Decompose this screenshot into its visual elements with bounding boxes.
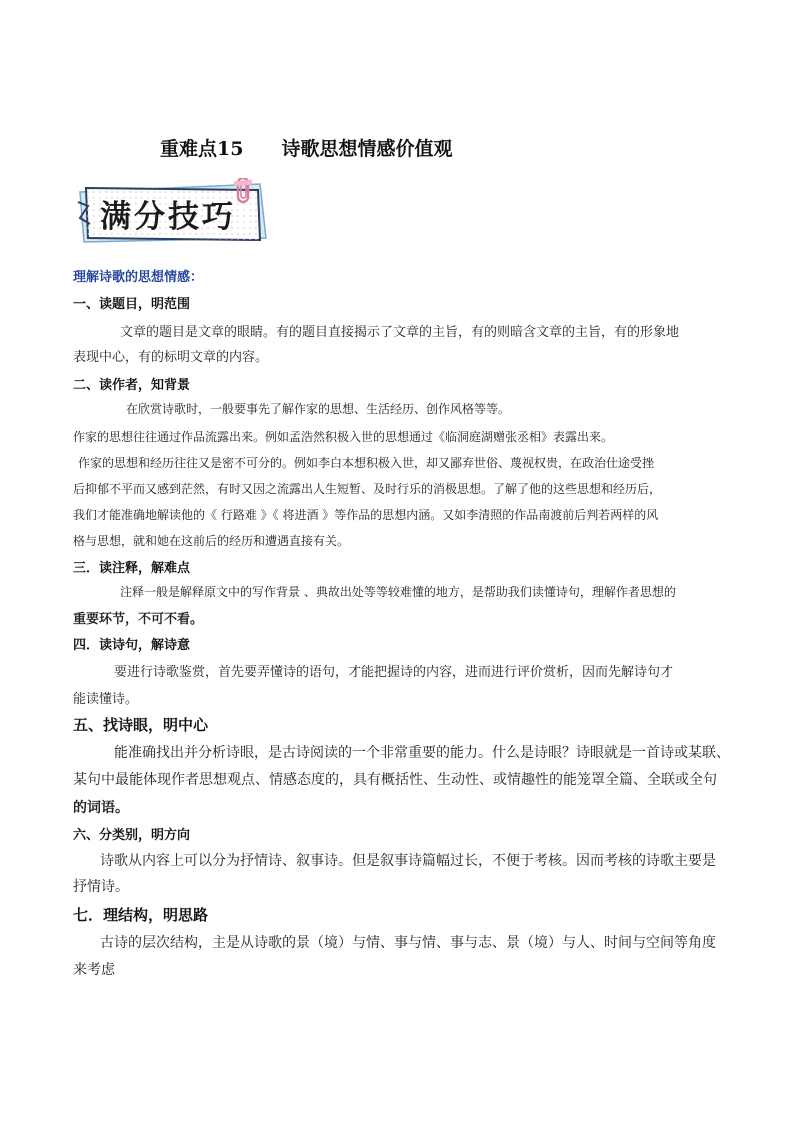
section-heading: 二、读作者，知背景	[73, 378, 191, 393]
section-heading: 七．理结构，明思路	[73, 906, 209, 924]
paragraph-line: 能读懂诗。	[73, 692, 139, 707]
section-heading: 三．读注释，解难点	[73, 561, 191, 576]
badge-label: 满分技巧	[100, 199, 236, 235]
paragraph-line: 文章的题目是文章的眼睛。有的题目直接揭示了文章的主旨，有的则暗含文章的主旨，有的形象地	[120, 325, 680, 340]
paragraph-line: 诗歌从内容上可以分为抒情诗、叙事诗。但是叙事诗篇幅过长，不便于考核。因而考核的诗歌主要是	[100, 853, 716, 869]
paragraph-line: 在欣赏诗歌时，一般要事先了解作家的思想、生活经历、创作风格等等。	[126, 402, 511, 416]
section-heading: 四．读诗句，解诗意	[73, 638, 191, 653]
paragraph-line: 后抑郁不平而又感到茫然，有时又因之流露出人生短暂、及时行乐的消极思想。了解了他的这些思想和经历后，	[73, 482, 662, 496]
section-heading: 五、找诗眼，明中心	[73, 716, 209, 734]
paragraph-line: 重要环节，不可不看。	[73, 612, 204, 627]
paragraph-line: 格与思想，就和她在这前后的经历和遭遇直接有关。	[73, 534, 350, 548]
paragraph-line: 表现中心，有的标明文章的内容。	[73, 350, 269, 365]
paragraph-line: 作家的思想往往通过作品流露出来。例如孟浩然积极入世的思想通过《临洞庭湖赠张丞相》表露出来。	[73, 430, 614, 444]
section-subheading: 理解诗歌的思想情感：	[73, 270, 204, 285]
paragraph-line: 要进行诗歌鉴赏，首先要弄懂诗的语句，才能把握诗的内容，进而进行评价赏析，因而先解诗句才	[114, 665, 674, 680]
section-heading: 六、分类别，明方向	[73, 828, 191, 843]
document-title: 重难点15 诗歌思想情感价值观	[160, 138, 453, 160]
paragraph-line: 我们才能准确地解读他的《 行路难 》《 将进酒 》等作品的思想内涵。又如李清照的作品南渡前后判若两样的风	[73, 508, 659, 522]
paragraph-line: 的词语。	[73, 800, 129, 816]
section-heading: 一、读题目，明范围	[73, 297, 191, 312]
paragraph-line: 注释一般是解释原文中的写作背景 、典故出处等等较难懂的地方，是帮助我们读懂诗句，理解作者思想的	[120, 585, 676, 599]
paragraph-line: 某句中最能体现作者思想观点、情感态度的，具有概括性、生动性、或情趣性的能笼罩全篇、全联或全句	[73, 772, 717, 788]
paragraph-line: 来考虑	[73, 962, 115, 978]
paragraph-line: 能准确找出并分析诗眼，是古诗阅读的一个非常重要的能力。什么是诗眼？诗眼就是一首诗或某联、	[114, 745, 730, 761]
paragraph-line: 抒情诗。	[73, 879, 129, 895]
paragraph-line: 作家的思想和经历往往又是密不可分的。例如李白本想积极入世，却又鄙弃世俗、蔑视权贵，在政治仕途受挫	[78, 456, 655, 470]
paragraph-line: 古诗的层次结构，主是从诗歌的景（境）与情、事与情、事与志、景（境）与人、时间与空间等角度	[100, 935, 716, 951]
